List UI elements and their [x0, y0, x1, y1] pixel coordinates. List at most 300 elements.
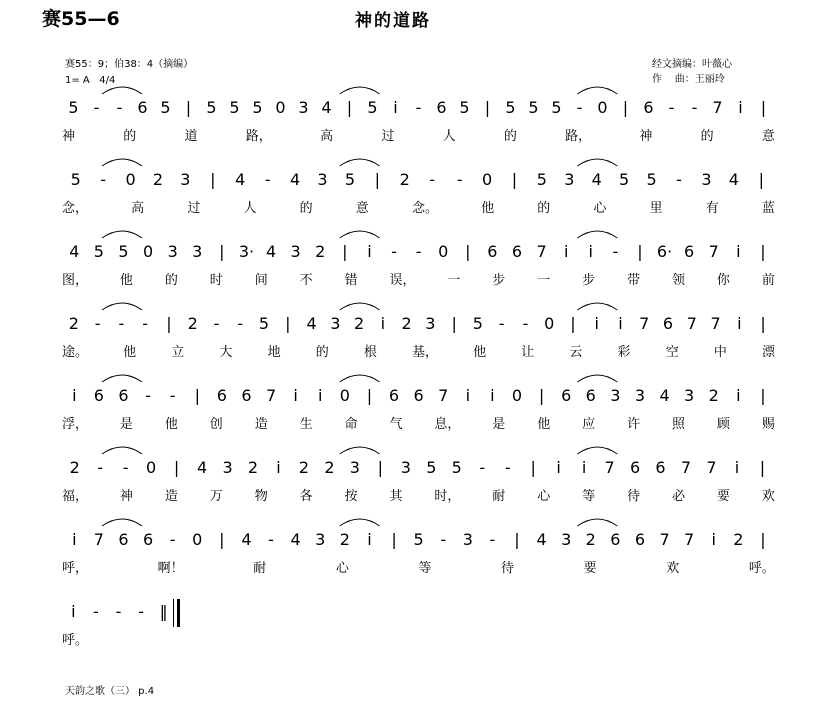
lyric-syllable: 立	[171, 344, 185, 360]
note: 4	[69, 241, 80, 261]
lyric-syllable: 命	[344, 416, 358, 432]
note: i	[367, 529, 372, 549]
lyric-syllable: 的	[299, 200, 313, 216]
note: 3	[400, 457, 411, 477]
barline: |	[511, 169, 518, 189]
note: i	[556, 457, 561, 477]
lyric-syllable: 心	[335, 560, 349, 576]
note: 5	[426, 457, 437, 477]
lyric-syllable: 要	[716, 488, 730, 504]
lyric-syllable: 根	[363, 344, 377, 360]
note: 0	[146, 457, 157, 477]
lyric-syllable: 图，	[62, 272, 89, 288]
note: 3	[561, 529, 572, 549]
lyric-syllable: 路，	[565, 128, 592, 144]
note: -	[93, 97, 100, 117]
final-barline-thick	[177, 599, 180, 627]
note: 2	[298, 457, 310, 477]
note: 5	[528, 97, 539, 117]
note: 3	[298, 97, 309, 117]
slur-arc	[577, 519, 617, 526]
note: 6	[662, 313, 674, 333]
note: i	[594, 313, 599, 333]
note: 6	[655, 457, 666, 477]
note: 3·	[238, 241, 255, 261]
note: 4	[265, 241, 277, 261]
lyric-syllable: 神	[119, 488, 133, 504]
note: 2	[152, 169, 164, 189]
slur-arc	[577, 375, 617, 382]
lyric-syllable: 呼。	[748, 560, 775, 576]
final-barline-thin	[173, 599, 174, 627]
note: 4	[728, 169, 739, 189]
slur-arc	[577, 231, 617, 238]
note: -	[93, 601, 99, 621]
slur-arc	[340, 159, 380, 166]
note: i	[736, 385, 741, 405]
song-title: 神的道路	[355, 11, 431, 31]
note: 7	[708, 241, 719, 261]
lyric-syllable: 蓝	[761, 200, 775, 216]
lyric-syllable: 浮，	[62, 416, 89, 432]
note: 6	[388, 385, 400, 405]
note: 6	[436, 97, 447, 117]
note: 5	[619, 169, 630, 189]
slur-arc	[340, 447, 380, 454]
lyric-syllable: 赐	[761, 416, 775, 432]
note: -	[122, 457, 129, 477]
barline: |	[194, 385, 200, 405]
note: 6	[561, 385, 572, 405]
note: 4	[591, 169, 602, 189]
note: 5	[646, 169, 657, 189]
lyric-syllable: 其	[389, 488, 403, 504]
note: 7	[438, 385, 449, 405]
note: 5	[68, 97, 79, 117]
note: 2	[401, 313, 412, 333]
note: -	[100, 169, 107, 189]
barline: |	[570, 313, 576, 333]
note: 5	[367, 97, 378, 117]
note: -	[504, 457, 511, 477]
lyric-syllable: 间	[254, 272, 268, 288]
lyric-syllable: 你	[716, 272, 730, 288]
note: 0	[125, 169, 136, 189]
lyric-syllable: 应	[582, 416, 596, 432]
note: 6	[629, 457, 641, 477]
note: -	[415, 97, 422, 117]
barline: |	[758, 169, 764, 189]
lyric-syllable: 云	[569, 344, 583, 360]
lyric-syllable: 许	[627, 416, 641, 432]
note: 7	[710, 313, 721, 333]
barline: |	[285, 313, 291, 333]
note: 7	[265, 385, 277, 405]
barline: |	[514, 529, 520, 549]
scripture-reference: 赛55：9；伯38：4（摘编）	[65, 59, 194, 70]
barline: |	[760, 97, 767, 117]
note: i	[465, 385, 471, 405]
note: 2	[585, 529, 596, 549]
lyric-syllable: 途。	[62, 344, 89, 360]
lyric-syllable: 福，	[62, 488, 89, 504]
note: 3	[610, 385, 621, 405]
lyric-syllable: 生	[299, 416, 313, 432]
lyric-syllable: 各	[299, 488, 313, 504]
note: 0	[438, 241, 449, 261]
lyric-syllable: 心	[593, 200, 607, 216]
lyric-syllable: 人	[243, 200, 257, 216]
key-signature: 1= A 4/4	[65, 75, 116, 86]
note: 6	[585, 385, 596, 405]
note: 3	[222, 457, 233, 477]
note: -	[213, 313, 220, 333]
barline: |	[484, 97, 491, 117]
barline: |	[173, 457, 180, 477]
slur-arc	[102, 231, 142, 238]
barline: |	[185, 97, 192, 117]
note: 5	[451, 457, 462, 477]
lyric-syllable: 神	[62, 128, 76, 144]
note: i	[276, 457, 281, 477]
lyric-syllable: 造	[254, 416, 268, 432]
note: -	[576, 97, 583, 117]
note: 3	[290, 241, 301, 261]
lyric-syllable: 万	[209, 488, 223, 504]
barline: |	[760, 529, 766, 549]
slur-arc	[340, 519, 380, 526]
note: 6	[118, 385, 129, 405]
note: -	[142, 313, 149, 333]
note: i	[393, 97, 398, 117]
note: 3	[564, 169, 575, 189]
lyric-syllable: 领	[671, 272, 685, 288]
lyric-syllable: 意	[761, 128, 775, 144]
lyric-syllable: 人	[442, 128, 456, 144]
barline: |	[391, 529, 397, 549]
slur-arc	[102, 375, 142, 382]
note: 5	[459, 97, 470, 117]
note: -	[676, 169, 682, 189]
note: 6·	[656, 241, 673, 261]
lyric-syllable: 漂	[761, 344, 775, 360]
barline: |	[637, 241, 643, 261]
note: 6	[511, 241, 523, 261]
note: 7	[706, 457, 717, 477]
note: 0	[511, 385, 523, 405]
lyric-syllable: 神	[639, 128, 653, 144]
note: 6	[216, 385, 227, 405]
note: 6	[93, 385, 104, 405]
note: 5	[206, 97, 217, 117]
lyric-syllable: 物	[254, 488, 268, 504]
note: 2	[339, 529, 350, 549]
lyric-syllable: 的	[700, 128, 714, 144]
note: -	[145, 385, 151, 405]
lyric-syllable: 啊！	[157, 560, 184, 576]
barline: |	[219, 241, 225, 261]
note: 5	[93, 241, 104, 261]
note: 7	[659, 529, 670, 549]
note: -	[97, 457, 104, 477]
lyric-syllable: 中	[713, 344, 727, 360]
barline: |	[219, 529, 225, 549]
text-credit: 经文摘编：叶薇心	[652, 59, 732, 70]
barline: |	[759, 457, 766, 477]
lyric-syllable: 顾	[716, 416, 730, 432]
barline: |	[377, 457, 384, 477]
lyric-syllable: 是	[119, 416, 133, 432]
note: 4	[290, 529, 301, 549]
note: -	[691, 97, 698, 117]
lyric-syllable: 里	[649, 200, 663, 216]
note: 0	[142, 241, 154, 261]
note: i	[738, 97, 743, 117]
lyric-syllable: 心	[537, 488, 551, 504]
barline: ‖	[159, 601, 168, 621]
note: 5	[70, 169, 81, 189]
lyric-syllable: 有	[705, 200, 719, 216]
note: 2	[324, 457, 335, 477]
lyric-syllable: 高	[320, 128, 334, 144]
note: 7	[604, 457, 615, 477]
barline: |	[166, 313, 172, 333]
lyric-syllable: 念，	[62, 200, 89, 216]
barline: |	[374, 169, 381, 189]
lyric-syllable: 他	[119, 272, 133, 288]
lyric-syllable: 念。	[411, 200, 438, 216]
note: -	[237, 313, 244, 333]
slur-arc	[340, 87, 380, 94]
lyric-syllable: 基，	[411, 344, 438, 360]
lyric-syllable: 路，	[245, 128, 272, 144]
note: 2	[399, 169, 410, 189]
note: 7	[93, 529, 104, 549]
note: 2	[187, 313, 198, 333]
lyric-syllable: 道	[184, 128, 198, 144]
note: -	[498, 313, 505, 333]
composer-credit: 作 曲：王丽玲	[652, 74, 725, 85]
note: -	[415, 241, 422, 261]
lyric-syllable: 欢	[666, 560, 680, 576]
lyric-syllable: 一	[447, 272, 461, 288]
note: 5	[160, 97, 171, 117]
lyric-syllable: 的	[164, 272, 178, 288]
note: 6	[241, 385, 252, 405]
note: i	[588, 241, 593, 261]
note: i	[72, 385, 77, 405]
note: 5	[551, 97, 562, 117]
note: 6	[118, 529, 129, 549]
note: 4	[536, 529, 547, 549]
note: i	[71, 601, 76, 621]
barline: |	[760, 241, 766, 261]
note: 3	[192, 241, 203, 261]
note: i	[736, 241, 741, 261]
note: i	[380, 313, 386, 333]
barline: |	[538, 385, 545, 405]
slur-arc	[102, 87, 142, 94]
note: 6	[684, 241, 695, 261]
lyric-syllable: 必	[671, 488, 685, 504]
note: 6	[643, 97, 654, 117]
note: -	[429, 169, 436, 189]
lyric-syllable: 按	[344, 488, 358, 504]
slur-arc	[102, 447, 142, 454]
lyric-syllable: 过	[381, 128, 395, 144]
note: 0	[192, 529, 203, 549]
note: -	[456, 169, 463, 189]
note: i	[490, 385, 495, 405]
note: 4	[241, 529, 252, 549]
slur-arc	[340, 375, 380, 382]
note: -	[138, 601, 144, 621]
note: 5	[472, 313, 483, 333]
lyric-syllable: 过	[187, 200, 201, 216]
note: -	[440, 529, 447, 549]
note: i	[737, 313, 742, 333]
note: 3	[701, 169, 712, 189]
note: 5	[229, 97, 240, 117]
slur-arc	[102, 159, 142, 166]
lyric-syllable: 待	[501, 560, 515, 576]
lyric-syllable: 他	[164, 416, 178, 432]
note: 3	[180, 169, 191, 189]
note: -	[479, 457, 486, 477]
lyric-syllable: 呼，	[62, 560, 89, 576]
barline: |	[366, 385, 373, 405]
note: 0	[481, 169, 493, 189]
barline: |	[451, 313, 457, 333]
barline: |	[760, 313, 766, 333]
lyric-syllable: 是	[492, 416, 506, 432]
lyric-syllable: 时	[209, 272, 223, 288]
lyric-syllable: 让	[521, 344, 535, 360]
lyric-syllable: 的	[315, 344, 329, 360]
lyric-syllable: 错	[344, 272, 358, 288]
note: 7	[686, 313, 697, 333]
barline: |	[465, 241, 471, 261]
note: -	[116, 97, 123, 117]
note: 6	[413, 385, 424, 405]
note: 4	[659, 385, 670, 405]
lyric-syllable: 时，	[434, 488, 461, 504]
lyric-syllable: 空	[665, 344, 679, 360]
note: 0	[597, 97, 608, 117]
note: 2	[315, 241, 326, 261]
slur-arc	[577, 87, 617, 94]
note: -	[268, 529, 274, 549]
note: 3	[330, 313, 341, 333]
barline: |	[760, 385, 766, 405]
note: i	[618, 313, 623, 333]
note: -	[118, 313, 125, 333]
note: i	[318, 385, 323, 405]
note: 6	[137, 97, 148, 117]
lyric-syllable: 耐	[492, 488, 506, 504]
note: -	[264, 169, 271, 189]
note: 3	[634, 385, 646, 405]
note: 3	[315, 529, 326, 549]
lyric-syllable: 步	[492, 272, 506, 288]
lyric-syllable: 等	[418, 560, 432, 576]
note: 2	[733, 529, 744, 549]
lyric-syllable: 等	[582, 488, 596, 504]
note: i	[72, 529, 77, 549]
hymn-number: 赛55—6	[42, 8, 120, 30]
note: 5	[536, 169, 547, 189]
lyric-syllable: 他	[473, 344, 487, 360]
barline: |	[346, 97, 353, 117]
note: 3	[684, 385, 695, 405]
note: 5	[505, 97, 516, 117]
footer-source: 天韵之歌（三） p.4	[65, 686, 155, 697]
lyric-syllable: 步	[582, 272, 596, 288]
note: -	[115, 601, 122, 621]
lyric-syllable: 高	[131, 200, 145, 216]
lyric-syllable: 前	[761, 272, 775, 288]
lyric-syllable: 地	[267, 344, 281, 360]
note: 4	[235, 169, 246, 189]
lyric-syllable: 他	[481, 200, 495, 216]
barline: |	[622, 97, 629, 117]
lyric-syllable: 带	[627, 272, 641, 288]
slur-arc	[340, 231, 380, 238]
lyric-syllable: 气	[389, 416, 403, 432]
slur-arc	[102, 519, 142, 526]
barline: |	[210, 169, 216, 189]
lyric-syllable: 一	[537, 272, 551, 288]
note: i	[734, 457, 740, 477]
note: i	[367, 241, 372, 261]
note: 2	[247, 457, 259, 477]
note: -	[668, 97, 675, 117]
note: 4	[289, 169, 301, 189]
note: 3	[167, 241, 178, 261]
note: 5	[413, 529, 424, 549]
note: 7	[712, 97, 723, 117]
note: 4	[321, 97, 332, 117]
note: i	[563, 241, 569, 261]
note: 6	[487, 241, 498, 261]
lyric-syllable: 大	[219, 344, 233, 360]
note: 3	[317, 169, 328, 189]
note: 3	[462, 529, 473, 549]
note: 6	[634, 529, 646, 549]
note: 2	[353, 313, 365, 333]
note: 0	[275, 97, 286, 117]
lyric-syllable: 他	[537, 416, 551, 432]
note: -	[169, 385, 176, 405]
note: 4	[196, 457, 208, 477]
lyric-syllable: 照	[671, 416, 685, 432]
note: 6	[610, 529, 621, 549]
note: 4	[306, 313, 317, 333]
note: 2	[708, 385, 719, 405]
lyric-syllable: 的	[537, 200, 551, 216]
lyric-syllable: 欢	[761, 488, 775, 504]
lyric-syllable: 创	[209, 416, 223, 432]
note: -	[489, 529, 496, 549]
note: 5	[344, 169, 356, 189]
note: 2	[68, 313, 79, 333]
lyric-syllable: 不	[299, 272, 313, 288]
barline: |	[530, 457, 536, 477]
barline: |	[342, 241, 348, 261]
note: 7	[684, 529, 695, 549]
lyric-syllable: 要	[583, 560, 597, 576]
lyric-syllable: 呼。	[62, 632, 89, 648]
